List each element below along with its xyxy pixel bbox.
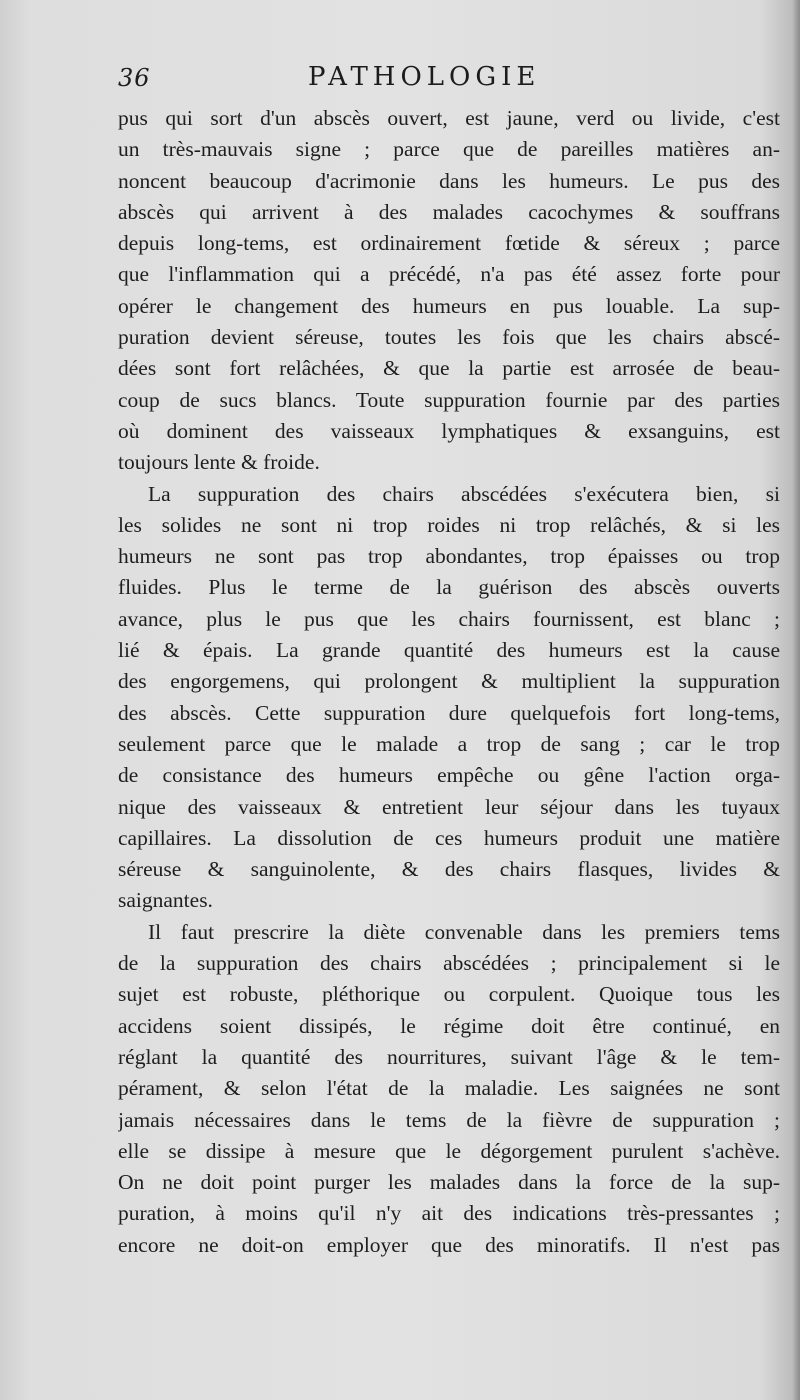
text-line: coup de sucs blancs. Toute suppuration fournie par des parties <box>118 387 780 412</box>
text-line: pus qui sort d'un abscès ouvert, est jaune, verd ou livide, c'est <box>118 106 780 130</box>
text-line: puration devient séreuse, toutes les fois que les chairs abscé- <box>118 325 780 350</box>
text-line: On ne doit point purger les malades dans la force de la sup- <box>118 1170 780 1195</box>
text-line: les solides ne sont ni trop roides ni trop relâchés, & si les <box>118 512 780 537</box>
running-title: PATHOLOGIE <box>308 62 541 92</box>
text-line: opérer le changement des humeurs en pus louable. La sup- <box>118 293 780 318</box>
paragraph <box>118 479 780 917</box>
text-line: de la suppuration des chairs abscédées ; principalement si le <box>118 951 780 976</box>
text-line: séreuse & sanguinolente, & des chairs flasques, livides & <box>118 857 780 882</box>
text-line: seulement parce que le malade a trop de sang ; car le trop <box>118 731 780 756</box>
page-header <box>118 62 778 96</box>
text-line: où dominent des vaisseaux lymphatiques & exsanguins, est <box>118 418 780 443</box>
text-line: La suppuration des chairs abscédées s'exécutera bien, si <box>148 481 780 506</box>
text-line: saignantes. <box>118 888 213 913</box>
text-line: avance, plus le pus que les chairs fournissent, est blanc ; <box>118 606 780 631</box>
body-text <box>118 103 780 1261</box>
text-line: jamais nécessaires dans le tems de la fièvre de suppuration ; <box>118 1107 780 1132</box>
text-line: lié & épais. La grande quantité des humeurs est la cause <box>118 638 780 663</box>
text-line: fluides. Plus le terme de la guérison des abscès ouverts <box>118 575 780 600</box>
text-line: sujet est robuste, pléthorique ou corpulent. Quoique tous les <box>118 982 780 1007</box>
text-line: des abscès. Cette suppuration dure quelquefois fort long-tems, <box>118 700 780 725</box>
text-line: accidens soient dissipés, le régime doit être continué, en <box>118 1013 780 1038</box>
text-line: puration, à moins qu'il n'y ait des indications très-pressantes ; <box>118 1201 780 1226</box>
text-line: noncent beaucoup d'acrimonie dans les humeurs. Le pus des <box>118 168 780 193</box>
text-line: nique des vaisseaux & entretient leur séjour dans les tuyaux <box>118 794 780 819</box>
paragraph <box>118 103 780 479</box>
text-line: elle se dissipe à mesure que le dégorgement purulent s'achève. <box>118 1138 780 1163</box>
text-line: des engorgemens, qui prolongent & multiplient la suppuration <box>118 669 780 694</box>
text-line: que l'inflammation qui a précédé, n'a pas été assez forte pour <box>118 262 780 287</box>
page-number: 36 <box>118 64 151 92</box>
text-line: réglant la quantité des nourritures, suivant l'âge & le tem- <box>118 1044 780 1069</box>
text-line: capillaires. La dissolution de ces humeurs produit une matière <box>118 825 780 850</box>
text-line: un très-mauvais signe ; parce que de pareilles matières an- <box>118 137 780 162</box>
text-line: de consistance des humeurs empêche ou gêne l'action orga- <box>118 763 780 788</box>
text-line: encore ne doit-on employer que des minoratifs. Il n'est pas <box>118 1232 780 1257</box>
text-line: humeurs ne sont pas trop abondantes, trop épaisses ou trop <box>118 544 780 569</box>
text-line: dées sont fort relâchées, & que la partie est arrosée de beau- <box>118 356 780 381</box>
paragraph <box>118 917 780 1261</box>
text-line: pérament, & selon l'état de la maladie. Les saignées ne sont <box>118 1076 780 1101</box>
text-line: toujours lente & froide. <box>118 450 320 475</box>
text-line: depuis long-tems, est ordinairement fœtide & séreux ; parce <box>118 231 780 256</box>
text-line: abscès qui arrivent à des malades cacochymes & souffrans <box>118 199 780 224</box>
text-line: Il faut prescrire la diète convenable dans les premiers tems <box>148 919 780 944</box>
